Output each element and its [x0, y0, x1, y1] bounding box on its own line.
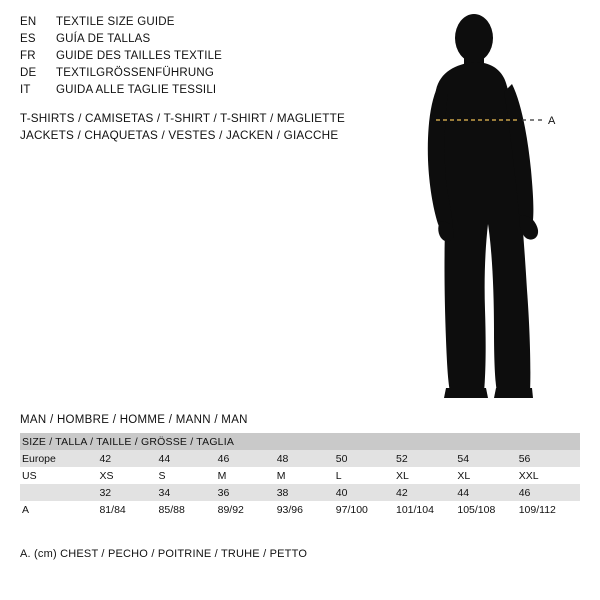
language-row	[20, 16, 400, 33]
cell: XL	[457, 469, 471, 482]
cell: 54	[457, 452, 470, 465]
language-text: GUIDA ALLE TAGLIE TESSILI	[56, 84, 217, 96]
cell: 109/112	[518, 503, 556, 516]
language-row	[20, 50, 400, 67]
cell: 93/96	[276, 503, 303, 516]
cell: 105/108	[457, 503, 496, 516]
language-row	[20, 67, 400, 84]
language-text: TEXTILGRÖSSENFÜHRUNG	[56, 67, 214, 79]
cell: 97/100	[335, 503, 368, 516]
cell: 81/84	[99, 503, 126, 516]
cell: 46	[518, 486, 531, 499]
male-silhouette-icon	[400, 10, 600, 400]
row-label: Europe	[22, 452, 56, 465]
cell: 89/92	[217, 503, 244, 516]
cell: 32	[99, 486, 112, 499]
cell: 85/88	[158, 503, 185, 516]
garment-types-block	[20, 110, 420, 144]
garment-line-tshirts: T-SHIRTS / CAMISETAS / T-SHIRT / T-SHIRT / MAGLIETTE	[20, 112, 345, 125]
cell: 40	[335, 486, 348, 499]
cell: 42	[99, 452, 112, 465]
cell: 44	[457, 486, 470, 499]
size-table	[20, 433, 580, 518]
language-row	[20, 84, 400, 101]
language-header-block	[20, 16, 400, 101]
measure-label-a: A	[548, 115, 556, 127]
cell: 36	[217, 486, 230, 499]
table-row	[20, 484, 580, 501]
cell: M	[276, 469, 286, 482]
language-code: DE	[20, 67, 37, 79]
row-label: US	[22, 469, 37, 482]
language-text: GUÍA DE TALLAS	[56, 33, 151, 45]
row-label: A	[22, 503, 30, 516]
cell: L	[335, 469, 342, 482]
cell: S	[158, 469, 166, 482]
cell: 46	[217, 452, 230, 465]
cell: 44	[158, 452, 171, 465]
table-row	[20, 467, 580, 484]
cell: XS	[99, 469, 114, 482]
language-text: TEXTILE SIZE GUIDE	[56, 16, 175, 28]
cell: XL	[396, 469, 409, 482]
cell: 42	[396, 486, 408, 499]
table-header-label: SIZE / TALLA / TAILLE / GRÖSSE / TAGLIA	[22, 435, 235, 448]
cell: 34	[158, 486, 171, 499]
figure-illustration	[400, 10, 600, 400]
language-code: IT	[20, 84, 31, 96]
cell: 38	[276, 486, 289, 499]
language-code: EN	[20, 16, 37, 28]
table-row	[20, 450, 580, 467]
language-text: GUIDE DES TAILLES TEXTILE	[56, 50, 223, 62]
table-row	[20, 501, 580, 518]
cell: 101/104	[396, 503, 434, 516]
language-row	[20, 33, 400, 50]
garment-line-jackets: JACKETS / CHAQUETAS / VESTES / JACKEN / GIACCHE	[20, 129, 339, 142]
table-title-man: MAN / HOMBRE / HOMME / MANN / MAN	[20, 414, 248, 426]
cell: XXL	[518, 469, 539, 482]
table-header-row	[20, 433, 580, 450]
footnote-chest-measure: A. (cm) CHEST / PECHO / POITRINE / TRUHE / PETTO	[20, 548, 308, 560]
language-code: FR	[20, 50, 36, 62]
size-table-block	[20, 414, 580, 518]
row-label	[20, 484, 99, 501]
cell: 50	[335, 452, 348, 465]
language-code: ES	[20, 33, 36, 45]
cell: M	[217, 469, 227, 482]
cell: 56	[518, 452, 531, 465]
cell: 48	[276, 452, 289, 465]
cell: 52	[396, 452, 408, 465]
